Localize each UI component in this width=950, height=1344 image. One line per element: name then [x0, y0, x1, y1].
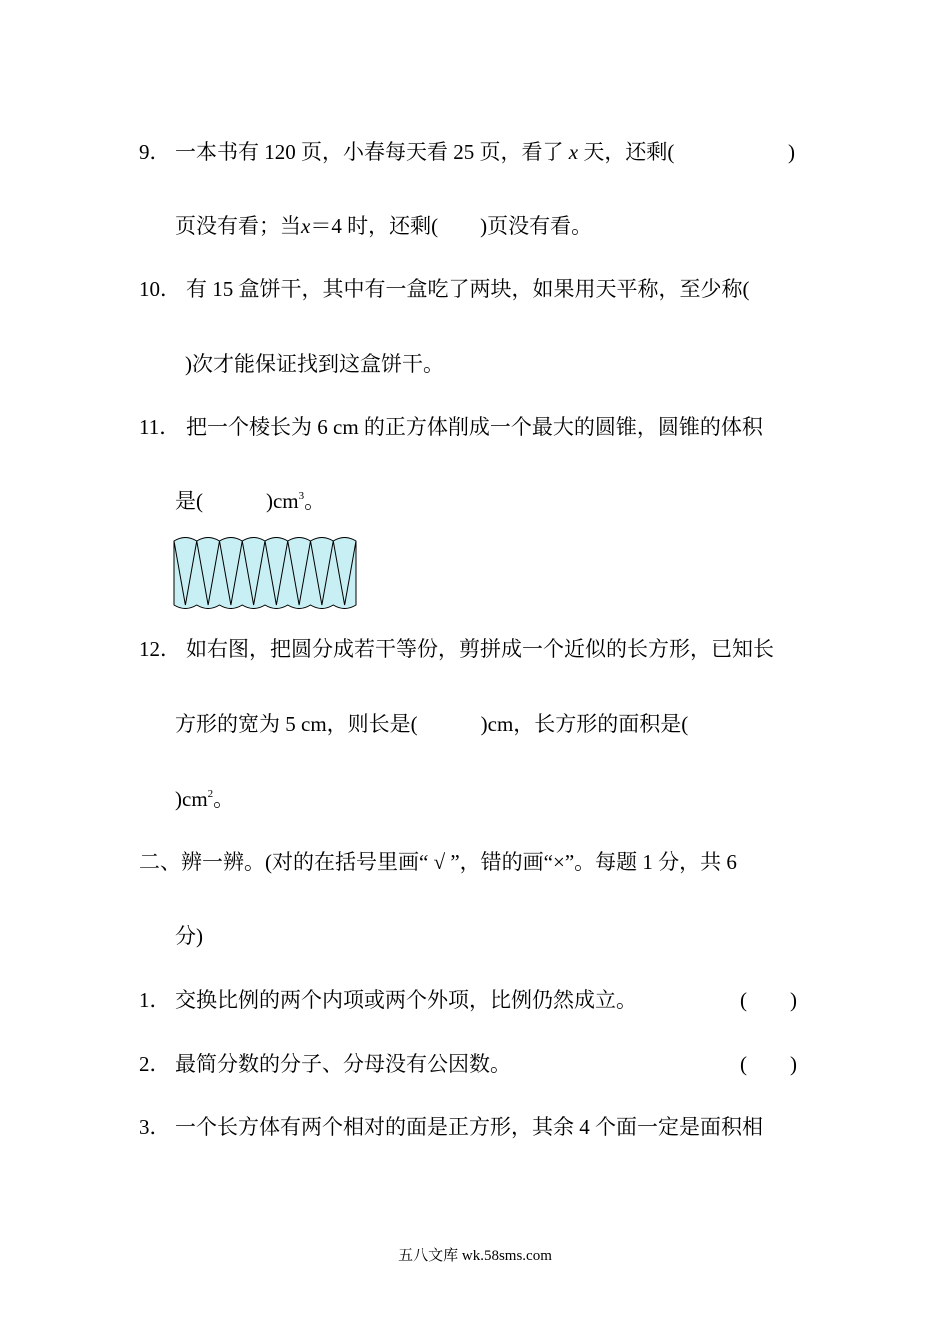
- q11-number: 11．: [139, 415, 181, 439]
- q11-superscript: 3: [298, 490, 305, 502]
- q10-line1: 有 15 盒饼干，其中有一盒吃了两块，如果用天平称，至少称(: [186, 277, 750, 301]
- q9-line2-a: 页没有看；当: [175, 214, 301, 238]
- tf2-text: 最简分数的分子、分母没有公因数。: [175, 1052, 511, 1076]
- tf3-text: 一个长方体有两个相对的面是正方形，其余 4 个面一定是面积相: [175, 1115, 763, 1139]
- circle-sectors-rectangle-figure: [172, 537, 358, 609]
- tf3-number: 3．: [139, 1115, 171, 1139]
- q9-line2: [175, 212, 592, 240]
- q10-line2: )次才能保证找到这盒饼干。: [185, 352, 444, 376]
- q9-line1-end: 天，还剩(: [583, 140, 675, 164]
- tf1-number: 1．: [139, 988, 171, 1012]
- q12-superscript: 2: [207, 788, 214, 800]
- section2-heading-line1: 二、辨一辨。(对的在括号里画“ √ ”，错的画“×”。每题 1 分，共 6: [139, 850, 737, 874]
- footer-watermark: 五八文库 wk.58sms.com: [398, 1248, 552, 1264]
- tf2-answer-open-paren: (: [740, 1052, 747, 1076]
- q12-number: 12．: [139, 637, 181, 661]
- q9-close-paren: ): [788, 140, 795, 164]
- tf1-answer-close-paren: ): [790, 988, 797, 1012]
- q12-line2: 方形的宽为 5 cm，则长是( )cm，长方形的面积是(: [175, 712, 689, 736]
- q9-line1: [175, 138, 674, 166]
- q9-line1-text: 一本书有 120 页，小春每天看 25 页，看了: [175, 140, 564, 164]
- q11-line1: 把一个棱长为 6 cm 的正方体削成一个最大的圆锥，圆锥的体积: [186, 415, 763, 439]
- tf1-answer-open-paren: (: [740, 988, 747, 1012]
- q11-line2-text: 是( )cm: [175, 489, 299, 513]
- q9-line2-variable: x: [301, 214, 311, 238]
- q10-number: 10．: [139, 277, 181, 301]
- tf1-text: 交换比例的两个内项或两个外项，比例仍然成立。: [175, 988, 637, 1012]
- q12-line3: [175, 785, 234, 813]
- q11-line2: [175, 487, 325, 515]
- q9-line2-b: ＝4 时，还剩( )页没有看。: [310, 214, 593, 238]
- q11-line2-end: 。: [304, 489, 326, 513]
- q9-variable: x: [568, 140, 579, 164]
- q12-line3-text: )cm: [175, 787, 208, 811]
- section2-heading-line2: 分): [175, 924, 203, 948]
- q12-line1: 如右图，把圆分成若干等份，剪拼成一个近似的长方形，已知长: [186, 637, 774, 661]
- q12-line3-end: 。: [213, 787, 235, 811]
- figure-sectors: [174, 538, 356, 609]
- tf2-number: 2．: [139, 1052, 171, 1076]
- q9-number: 9．: [139, 140, 171, 164]
- tf2-answer-close-paren: ): [790, 1052, 797, 1076]
- figure-outline: [174, 538, 356, 609]
